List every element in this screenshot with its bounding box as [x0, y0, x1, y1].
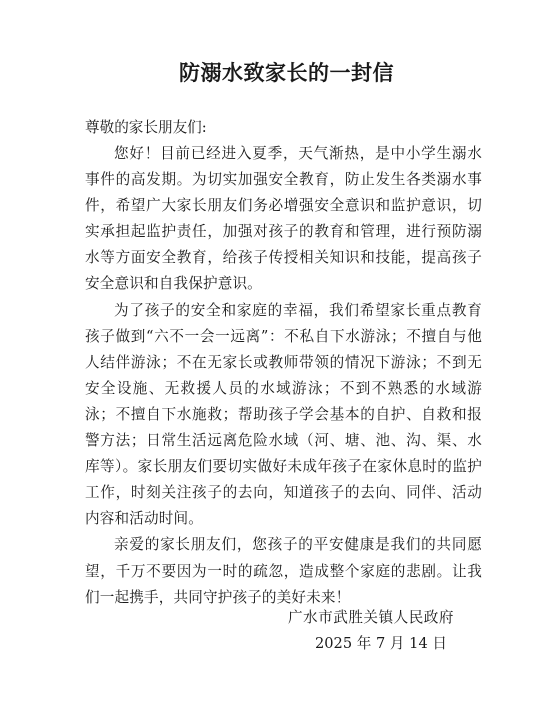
letter-title: 防溺水致家长的一封信	[179, 61, 394, 85]
signature-date: 2025 年 7 月 14 日	[314, 635, 447, 652]
salutation: 尊敬的家长朋友们:	[85, 119, 207, 136]
paragraph-closing: 亲爱的家长朋友们，您孩子的平安健康是我们的共同愿望，千万不要因为一时的疏忽，造成整个家庭的悲剧。让我们一起携手，共同守护孩子的美好未来！	[85, 536, 482, 606]
signature-block	[288, 605, 454, 657]
signature-organization: 广水市武胜关镇人民政府	[287, 609, 454, 626]
paragraph-greeting: 您好！目前已经进入夏季，天气渐热，是中小学生溺水事件的高发期。为切实加强安全教育，防止发生各类溺水事件，希望广大家长朋友们务必增强安全意识和监护意识，切实承担起监护责任，加强对孩子的教育和管理，进行预防溺水等方面安全教育，给孩子传授相关知识和技能，提高孩子安全意识和自我保护意识。	[85, 145, 482, 293]
paragraph-safety-rules: 为了孩子的安全和家庭的幸福，我们希望家长重点教育孩子做到“六不一会一远离”：不私自下水游泳；不擅自与他人结伴游泳；不在无家长或教师带领的情况下游泳；不到无安全设施、无救援人员的水域游泳；不到不熟悉的水域游泳；不擅自下水施救；帮助孩子学会基本的自护、自救和报警方法；日常生活远离危险水域（河、塘、池、沟、渠、水库等）。家长朋友们要切实做好未成年孩子在家休息时的监护工作，时刻关注孩子的去向，知道孩子的去向、同伴、活动内容和活动时间。	[85, 301, 482, 528]
